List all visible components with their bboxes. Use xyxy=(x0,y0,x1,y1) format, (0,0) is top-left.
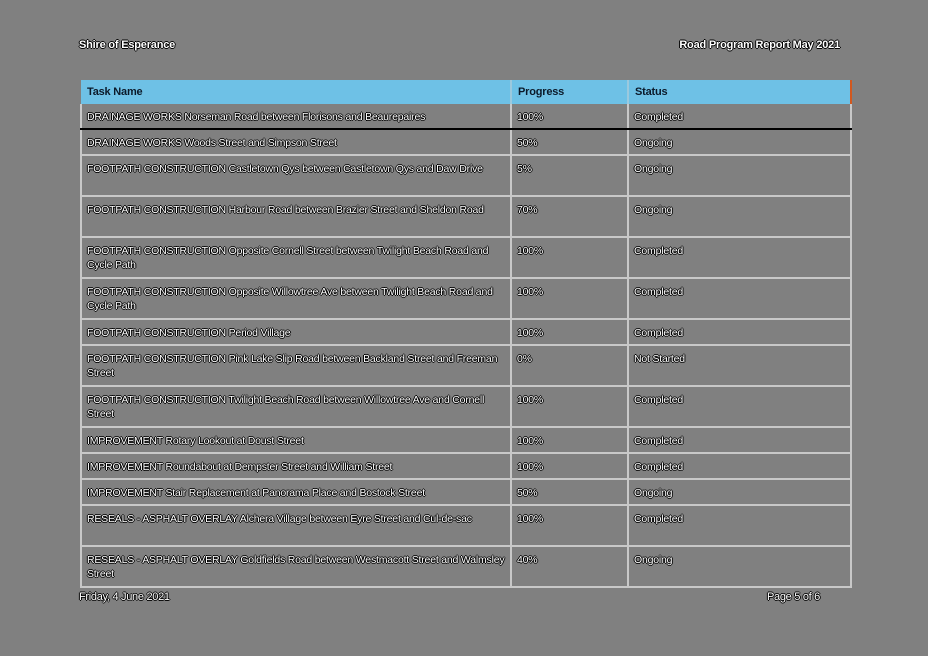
status-cell: Completed xyxy=(628,453,851,479)
column-header-task-name: Task Name xyxy=(81,80,511,104)
progress-cell: 40% xyxy=(511,546,628,587)
organisation-name: Shire of Esperance xyxy=(79,39,176,51)
table-row xyxy=(81,104,851,129)
table-row xyxy=(81,155,851,196)
progress-cell: 100% xyxy=(511,386,628,427)
status-cell: Ongoing xyxy=(628,129,851,155)
status-cell: Not Started xyxy=(628,345,851,386)
status-cell: Ongoing xyxy=(628,479,851,505)
table-row xyxy=(81,546,851,587)
table-row xyxy=(81,196,851,237)
report-title: Road Program Report May 2021 xyxy=(679,39,840,51)
task-name-cell: IMPROVEMENT Rotary Lookout at Doust Street xyxy=(81,427,511,453)
status-cell: Ongoing xyxy=(628,196,851,237)
task-name-cell: RESEALS - ASPHALT OVERLAY Goldfields Road between Westmacott Street and Walmsley Street xyxy=(81,546,511,587)
progress-cell: 100% xyxy=(511,453,628,479)
table-row xyxy=(81,129,851,155)
progress-cell: 100% xyxy=(511,104,628,129)
task-name-cell: RESEALS - ASPHALT OVERLAY Alchera Village between Eyre Street and Cul-de-sac xyxy=(81,505,511,546)
task-name-cell: DRAINAGE WORKS Woods Street and Simpson Street xyxy=(81,129,511,155)
status-cell: Completed xyxy=(628,319,851,345)
table-row xyxy=(81,386,851,427)
progress-cell: 70% xyxy=(511,196,628,237)
table-row xyxy=(81,345,851,386)
column-header-status: Status xyxy=(628,80,851,104)
task-name-cell: IMPROVEMENT Roundabout at Dempster Street and William Street xyxy=(81,453,511,479)
task-name-cell: FOOTPATH CONSTRUCTION Period Village xyxy=(81,319,511,345)
task-name-cell: DRAINAGE WORKS Norseman Road between Florisons and Beaurepaires xyxy=(81,104,511,129)
table-header-row xyxy=(81,80,851,104)
status-cell: Completed xyxy=(628,278,851,319)
road-program-table xyxy=(80,80,852,588)
status-cell: Ongoing xyxy=(628,546,851,587)
progress-cell: 0% xyxy=(511,345,628,386)
status-cell: Completed xyxy=(628,237,851,278)
table-row xyxy=(81,237,851,278)
table-row xyxy=(81,278,851,319)
progress-cell: 5% xyxy=(511,155,628,196)
column-header-progress: Progress xyxy=(511,80,628,104)
status-cell: Completed xyxy=(628,427,851,453)
progress-cell: 100% xyxy=(511,237,628,278)
status-cell: Completed xyxy=(628,104,851,129)
table-row xyxy=(81,505,851,546)
task-name-cell: FOOTPATH CONSTRUCTION Opposite Cornell Street between Twilight Beach Road and Cycle Path xyxy=(81,237,511,278)
progress-cell: 100% xyxy=(511,427,628,453)
table-row xyxy=(81,453,851,479)
progress-cell: 50% xyxy=(511,129,628,155)
report-date: Friday, 4 June 2021 xyxy=(79,591,170,603)
task-name-cell: FOOTPATH CONSTRUCTION Castletown Qys between Castletown Qys and Daw Drive xyxy=(81,155,511,196)
table-row xyxy=(81,427,851,453)
progress-cell: 100% xyxy=(511,505,628,546)
progress-cell: 50% xyxy=(511,479,628,505)
table-row xyxy=(81,479,851,505)
task-name-cell: FOOTPATH CONSTRUCTION Pink Lake Slip Road between Backland Street and Freeman Street xyxy=(81,345,511,386)
progress-cell: 100% xyxy=(511,278,628,319)
status-cell: Completed xyxy=(628,386,851,427)
progress-cell: 100% xyxy=(511,319,628,345)
status-cell: Completed xyxy=(628,505,851,546)
status-cell: Ongoing xyxy=(628,155,851,196)
task-name-cell: IMPROVEMENT Stair Replacement at Panorama Place and Bostock Street xyxy=(81,479,511,505)
task-name-cell: FOOTPATH CONSTRUCTION Twilight Beach Road between Willowtree Ave and Cornell Street xyxy=(81,386,511,427)
page-number: Page 5 of 6 xyxy=(767,591,820,603)
task-name-cell: FOOTPATH CONSTRUCTION Harbour Road between Brazier Street and Sheldon Road xyxy=(81,196,511,237)
task-name-cell: FOOTPATH CONSTRUCTION Opposite Willowtree Ave between Twilight Beach Road and Cycle Path xyxy=(81,278,511,319)
table-row xyxy=(81,319,851,345)
